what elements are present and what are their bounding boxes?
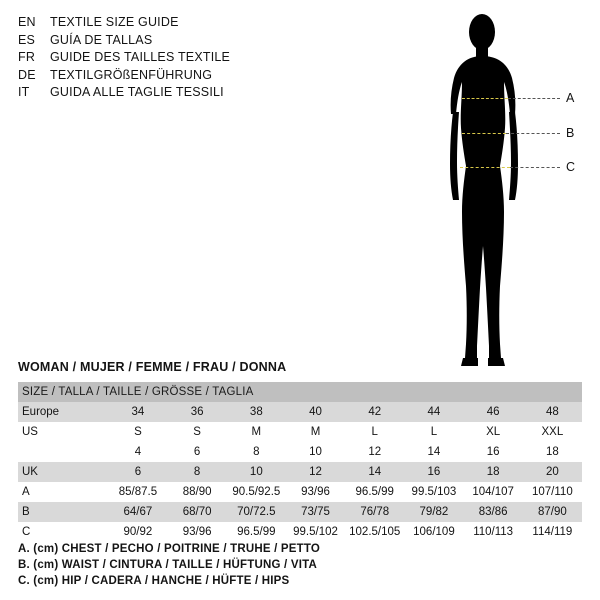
hip-guide-line bbox=[460, 167, 510, 168]
table-header-label: SIZE / TALLA / TAILLE / GRÖSSE / TAGLIA bbox=[22, 386, 254, 398]
cell: 106/109 bbox=[413, 526, 455, 538]
cell: 34 bbox=[131, 406, 145, 418]
cell: XXL bbox=[541, 426, 564, 438]
hip-measure-line bbox=[510, 167, 560, 168]
cell: 104/107 bbox=[472, 486, 514, 498]
waist-measure-line bbox=[506, 133, 560, 134]
cell: 93/96 bbox=[182, 526, 212, 538]
legend-row-a: A. (cm) CHEST / PECHO / POITRINE / TRUHE / PETTO bbox=[18, 543, 321, 555]
cell: 96.5/99 bbox=[355, 486, 394, 498]
cell: 12 bbox=[309, 466, 322, 478]
table-row bbox=[18, 442, 582, 462]
cell: 8 bbox=[253, 446, 260, 458]
chest-guide-line bbox=[462, 98, 508, 99]
language-text: TEXTILGRÖßENFÜHRUNG bbox=[50, 67, 213, 82]
cell: 96.5/99 bbox=[237, 526, 276, 538]
cell: 99.5/103 bbox=[411, 486, 457, 498]
cell: 76/78 bbox=[360, 506, 390, 518]
measure-label-b: B bbox=[566, 126, 575, 140]
cell: 87/90 bbox=[537, 506, 567, 518]
language-list bbox=[18, 14, 348, 102]
cell: M bbox=[251, 426, 262, 438]
cell: 64/67 bbox=[123, 506, 153, 518]
row-label: UK bbox=[22, 466, 38, 478]
cell: 4 bbox=[134, 446, 142, 458]
language-row bbox=[18, 84, 348, 102]
cell: 79/82 bbox=[419, 506, 449, 518]
cell: 8 bbox=[193, 466, 201, 478]
cell: 12 bbox=[368, 446, 382, 458]
row-label: US bbox=[22, 426, 38, 438]
measure-label-a: A bbox=[566, 91, 575, 105]
cell: 16 bbox=[486, 446, 500, 458]
cell: 68/70 bbox=[182, 506, 212, 518]
cell: 40 bbox=[309, 406, 322, 418]
cell: M bbox=[310, 426, 321, 438]
cell: 85/87.5 bbox=[118, 486, 158, 498]
language-text: GUÍA DE TALLAS bbox=[50, 32, 153, 47]
language-code: FR bbox=[18, 50, 36, 64]
cell: 14 bbox=[368, 466, 382, 478]
cell: 44 bbox=[427, 406, 441, 418]
cell: L bbox=[430, 426, 438, 438]
cell: 42 bbox=[368, 406, 382, 418]
table-row bbox=[18, 482, 582, 502]
legend-row-c: C. (cm) HIP / CADERA / HANCHE / HÜFTE / HIPS bbox=[18, 575, 290, 587]
cell: 6 bbox=[134, 466, 142, 478]
cell: 14 bbox=[427, 446, 441, 458]
cell: L bbox=[371, 426, 378, 438]
table-row bbox=[18, 522, 582, 542]
cell: 88/90 bbox=[182, 486, 212, 498]
language-text: GUIDA ALLE TAGLIE TESSILI bbox=[50, 85, 224, 99]
body-silhouette-icon bbox=[420, 6, 590, 376]
cell: S bbox=[134, 426, 142, 438]
cell: 18 bbox=[486, 466, 500, 478]
waist-guide-line bbox=[462, 133, 506, 134]
size-table bbox=[18, 382, 582, 542]
row-label: Europe bbox=[22, 406, 60, 418]
cell: 90/92 bbox=[123, 526, 153, 538]
cell: 10 bbox=[309, 446, 322, 458]
cell: 10 bbox=[249, 466, 263, 478]
cell: 6 bbox=[193, 446, 201, 458]
language-row bbox=[18, 14, 348, 32]
row-label: A bbox=[22, 486, 30, 498]
table-row bbox=[18, 462, 582, 482]
language-code: ES bbox=[18, 32, 36, 47]
cell: 16 bbox=[427, 466, 441, 478]
row-label: C bbox=[22, 526, 31, 538]
cell: 93/96 bbox=[301, 486, 330, 498]
cell: 107/110 bbox=[532, 486, 573, 498]
table-row bbox=[18, 422, 582, 442]
cell: 36 bbox=[190, 406, 204, 418]
section-title: WOMAN / MUJER / FEMME / FRAU / DONNA bbox=[18, 360, 287, 374]
row-label bbox=[18, 442, 108, 462]
language-code: DE bbox=[18, 67, 36, 82]
table-header-row bbox=[18, 382, 582, 402]
cell: XL bbox=[486, 426, 501, 438]
cell: 73/75 bbox=[301, 506, 330, 518]
measurement-legend bbox=[18, 541, 488, 589]
cell: 110/113 bbox=[473, 526, 514, 538]
cell: 90.5/92.5 bbox=[232, 486, 281, 498]
cell: 48 bbox=[545, 406, 559, 418]
cell: 18 bbox=[545, 446, 559, 458]
language-row bbox=[18, 49, 348, 67]
cell: 70/72.5 bbox=[237, 506, 276, 518]
cell: 114/119 bbox=[532, 526, 573, 538]
legend-row-b: B. (cm) WAIST / CINTURA / TAILLE / HÜFTUNG / VITA bbox=[18, 559, 317, 571]
cell: 99.5/102 bbox=[293, 526, 338, 538]
language-text: TEXTILE SIZE GUIDE bbox=[50, 15, 179, 29]
row-label: B bbox=[22, 506, 30, 518]
cell: 20 bbox=[545, 466, 559, 478]
cell: 102.5/105 bbox=[349, 526, 401, 538]
cell: 83/86 bbox=[478, 506, 508, 518]
measure-label-c: C bbox=[566, 160, 576, 174]
cell: 46 bbox=[486, 406, 500, 418]
table-row bbox=[18, 402, 582, 422]
cell: S bbox=[193, 426, 201, 438]
cell: 38 bbox=[249, 406, 263, 418]
female-body-figure bbox=[420, 6, 590, 376]
chest-measure-line bbox=[508, 98, 560, 99]
table-row bbox=[18, 502, 582, 522]
language-code: IT bbox=[18, 85, 30, 99]
language-text: GUIDE DES TAILLES TEXTILE bbox=[50, 50, 231, 64]
language-row bbox=[18, 67, 348, 85]
language-row bbox=[18, 32, 348, 50]
language-code: EN bbox=[18, 15, 36, 29]
